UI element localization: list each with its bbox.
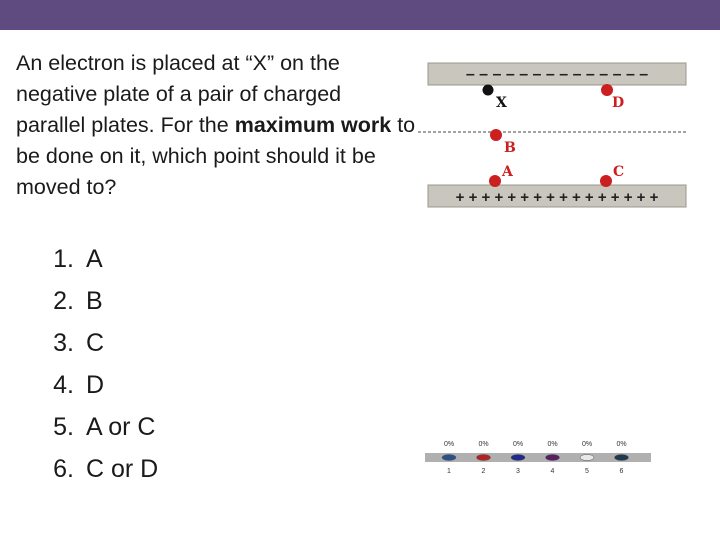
poll-percent-label: 0% [512,441,524,448]
option-label: A or C [86,413,156,441]
option-label: B [86,287,103,315]
poll-bar-marker [615,455,629,461]
poll-option-number: 5 [585,468,589,475]
poll-option-number: 6 [619,468,624,475]
option-label: C or D [86,455,159,483]
option-label: C [86,329,105,357]
point-a-dot [489,175,501,187]
option-number: 6. [53,455,74,483]
poll-bar-marker [511,455,525,461]
option-3[interactable] [30,322,158,364]
poll-option-number: 1 [447,468,451,475]
option-number: 4. [53,371,74,399]
poll-percent-label: 0% [616,441,627,448]
point-d-label: D [612,95,625,111]
point-c-dot [600,175,612,187]
poll-percent-label: 0% [443,441,455,448]
poll-bar-marker [442,455,456,461]
poll-percent-label: 0% [547,441,558,448]
question-text [16,48,416,203]
point-c-label: C [613,164,625,180]
poll-bar-marker [546,455,560,461]
point-x-label: X [496,95,507,111]
title-bar [0,0,720,30]
poll-percent-label: 0% [478,441,489,448]
point-a-label: A [502,164,513,180]
option-label: A [86,245,103,273]
point-b-dot [490,129,502,141]
answer-options [30,238,158,490]
option-number: 2. [53,287,74,315]
option-number: 1. [53,245,74,273]
point-x-dot [483,85,494,96]
poll-percent-label: 0% [581,441,593,448]
poll-bar-marker [580,455,594,461]
option-1[interactable] [30,238,158,280]
point-b-label: B [504,140,516,156]
poll-option-number: 2 [481,468,486,475]
option-6[interactable] [30,448,158,490]
option-label: D [86,371,105,399]
response-poll-chart [425,432,653,482]
parallel-plates-diagram [418,55,698,215]
poll-option-number: 4 [550,468,555,475]
option-number: 5. [53,413,74,441]
question-part-1: An electron is placed at “X” on the negative plate of a pair of charged parallel plates. For the [16,51,342,137]
question-emphasis: maximum work [234,113,392,137]
positive-charge-signs: + + + + + + + + + + + + + + + + [455,189,659,206]
poll-bar-marker [477,455,491,461]
option-4[interactable] [30,364,158,406]
option-2[interactable] [30,280,158,322]
option-5[interactable] [30,406,158,448]
question-part-2: to be done on it, which point should it be moved to? [16,113,416,199]
poll-option-number: 3 [516,468,520,475]
option-number: 3. [53,329,74,357]
negative-charge-signs: – – – – – – – – – – – – – – [465,66,649,83]
